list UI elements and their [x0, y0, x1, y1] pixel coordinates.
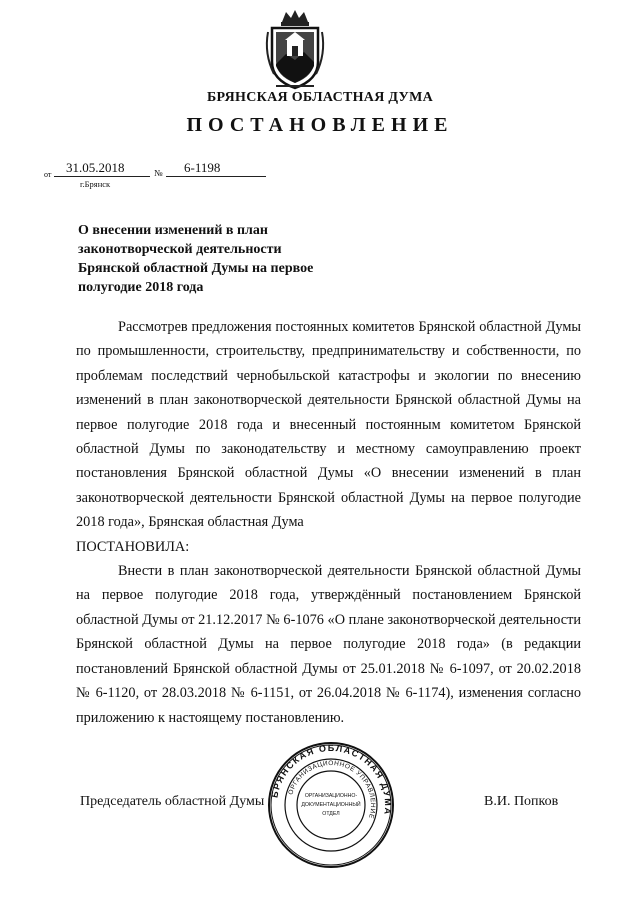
- coat-of-arms-icon: [262, 8, 328, 92]
- date-number-line: [0, 160, 640, 200]
- stamp-center-line-3: ОТДЕЛ: [322, 811, 340, 817]
- number-sign: №: [154, 168, 163, 178]
- signatory-name: В.И. Попков: [484, 794, 559, 809]
- document-city: г.Брянск: [80, 179, 111, 189]
- stamp-outer-text: БРЯНСКАЯ ОБЛАСТНАЯ ДУМА: [269, 742, 394, 817]
- document-subject: О внесении изменений в план законотворческой деятельности Брянской областной Думы на первое полугодие 2018 года: [78, 223, 314, 295]
- document-date: 31.05.2018: [66, 160, 125, 175]
- document-body: [76, 315, 581, 730]
- paragraph-preamble: Рассмотрев предложения постоянных комитетов Брянской областной Думы по промышленности, строительству, предпринимательству и собственности, по проблемам последствий чернобыльской катастрофы и экологии по внесению изменений в план законотворческой деятельности Брянской областной Думы на первое полугодие 2018 года и внесенный постоянным комитетом Брянской областной Думы по законодательству и местному самоуправлению проект постановления Брянской областной Думы «О внесении изменений в план законотворческой деятельности Брянской областной Думы на первое полугодие 2018 года», Брянская областная Дума: [76, 319, 581, 531]
- stamp-center-line-2: ДОКУМЕНТАЦИОННЫЙ: [301, 802, 361, 808]
- paragraph-resolved: ПОСТАНОВИЛА:: [76, 538, 190, 555]
- date-prefix: от: [44, 170, 52, 179]
- paragraph-resolution: Внести в план законотворческой деятельности Брянской областной Думы на первое полугодие 2018 года, утверждённый постановлением Брянской областной Думы от 21.12.2017 № 6-1076 «О плане законотворческой деятельности Брянской областной Думы на первое полугодие 2018 года» (в редакции постановлений Брянской областной Думы от 25.01.2018 № 6-1097, от 20.02.2018 № 6-1120, от 28.03.2018 № 6-1151, от 26.04.2018 № 6-1174), изменения согласно приложению к настоящему постановлению.: [76, 563, 581, 726]
- document-number: 6-1198: [184, 160, 221, 175]
- stamp-inner-text: ОРГАНИЗАЦИОННОЕ УПРАВЛЕНИЕ: [287, 759, 377, 820]
- date-underline: [54, 176, 150, 177]
- number-underline: [166, 176, 266, 177]
- official-stamp: [266, 740, 396, 870]
- stamp-center-line-1: ОРГАНИЗАЦИОННО-: [304, 793, 358, 799]
- document-type: ПОСТАНОВЛЕНИЕ: [186, 114, 454, 136]
- signatory-position: Председатель областной Думы: [80, 794, 265, 809]
- organization-title: БРЯНСКАЯ ОБЛАСТНАЯ ДУМА: [206, 90, 434, 105]
